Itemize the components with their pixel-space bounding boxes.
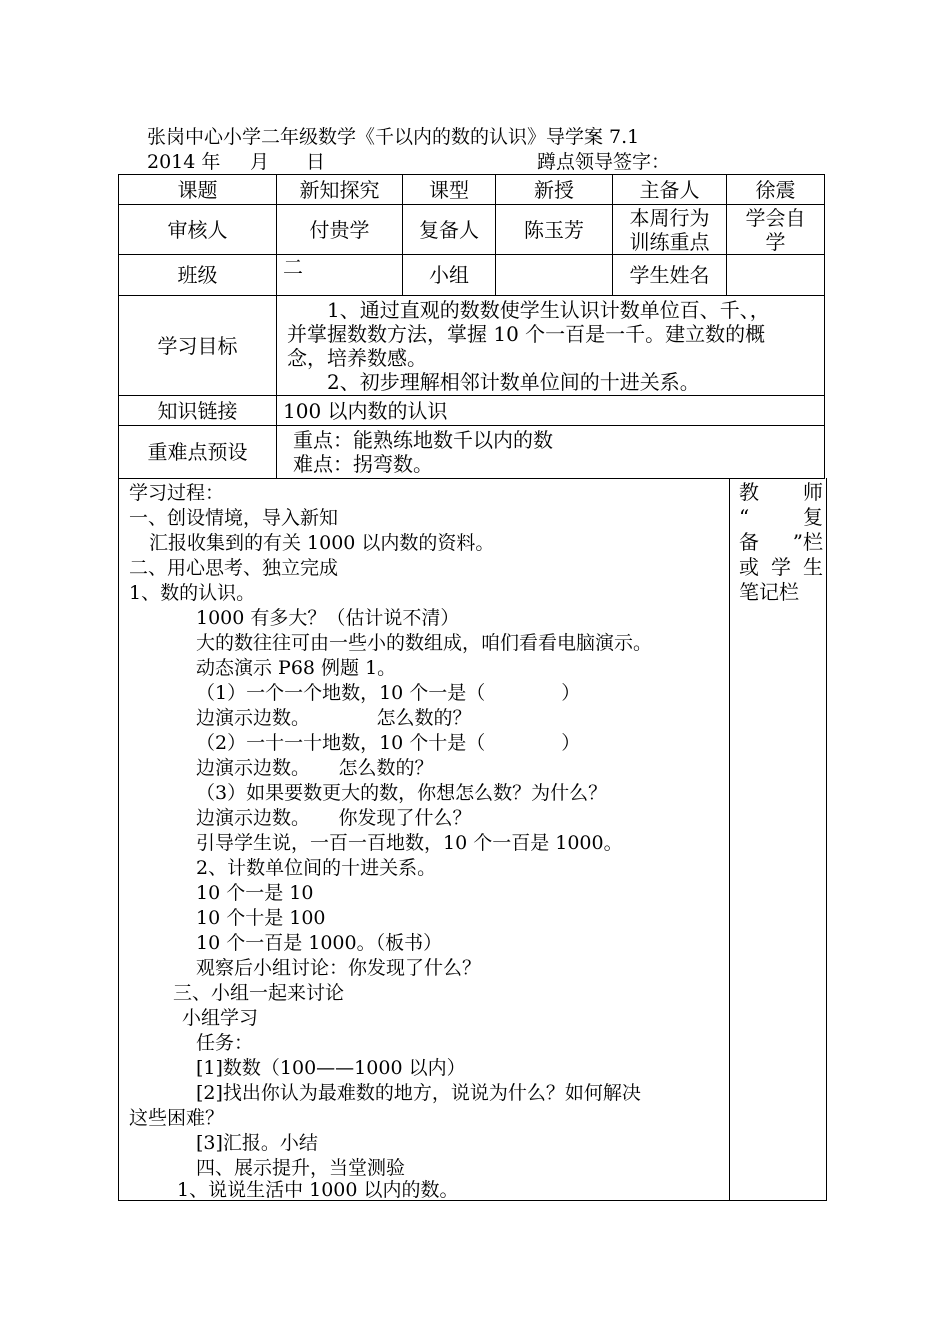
cell-link-value: 100 以内数的认识 [277,396,825,426]
process-line: 四、展示提升，当堂测验 [196,1157,406,1179]
process-line: [1]数数（100——1000 以内） [196,1057,466,1079]
process-line: （1）一个一个地数，10 个一是（ ） [196,682,581,704]
table-row [119,396,825,426]
process-section [118,478,827,1201]
process-line: 汇报收集到的有关 1000 以内数的资料。 [149,532,495,554]
goal-line-1: 1、通过直观的数数使学生认识计数单位百、千、， [327,297,770,322]
process-line: 1、数的认识。 [129,582,256,604]
cell-group-label: 小组 [403,255,496,296]
cell-weekly-focus-label [613,205,727,255]
process-line: 大的数往往可由一些小的数组成，咱们看看电脑演示。 [196,632,653,654]
process-line: 10 个一百是 1000。（板书） [196,932,443,954]
goal-line-4: 2、初步理解相邻计数单位间的十进关系。 [327,369,700,394]
process-line: 观察后小组讨论：你发现了什么？ [196,957,482,979]
cell-author-value: 徐震 [727,175,825,205]
key-line-2: 难点：拐弯数。 [293,452,433,476]
date-day: 日 [306,151,326,173]
process-line: [3]汇报。小结 [196,1132,318,1154]
process-line: 边演示边数。 怎么数的？ [196,707,472,729]
process-line: 边演示边数。 你发现了什么？ [196,807,472,829]
cell-type-value: 新授 [496,175,613,205]
weekly-focus-line-1: 本周行为 [629,205,710,230]
process-line: 动态演示 P68 例题 1。 [196,657,397,679]
process-line: 边演示边数。 怎么数的？ [196,757,434,779]
key-line-1: 重点：能熟练地数千以内的数 [293,428,553,452]
process-line: 引导学生说，一百一百地数，10 个一百是 1000。 [196,832,623,854]
cell-author-label: 主备人 [613,175,727,205]
column-divider [729,478,730,1200]
process-line: 1、说说生活中 1000 以内的数。 [177,1179,459,1201]
cell-class-label: 班级 [119,255,277,296]
cell-goal-value [277,296,825,396]
note-row: “ 复 [739,505,823,529]
cell-key-value [277,426,825,479]
cell-weekly-focus-value [727,205,825,255]
note-row: 或 学 生 [739,555,823,579]
cell-group-value [496,255,613,296]
info-table [118,174,825,479]
cell-reviewer-label: 审核人 [119,205,277,255]
note-row: 备 ”栏 [739,530,823,554]
leader-sign-label: 蹲点领导签字： [537,151,671,173]
cell-topic-label: 课题 [119,175,277,205]
cell-student-name-label: 学生姓名 [613,255,727,296]
cell-coauthor-value: 陈玉芳 [496,205,613,255]
cell-topic-value: 新知探究 [277,175,403,205]
cell-student-name-value [727,255,825,296]
teacher-notes-column [739,480,823,605]
cell-goal-label: 学习目标 [119,296,277,396]
process-line: 10 个十是 100 [196,907,326,929]
date-month: 月 [250,151,270,173]
process-line: 2、计数单位间的十进关系。 [196,857,437,879]
process-line: 一、创设情境，导入新知 [129,507,339,529]
process-line: 学习过程： [129,482,225,504]
note-row: 教 师 [739,480,823,504]
cell-coauthor-label: 复备人 [403,205,496,255]
process-line: [2]找出你认为最难数的地方，说说为什么？如何解决 [196,1082,641,1104]
process-line: 二、用心思考、独立完成 [129,557,339,579]
process-line: （2）一十一十地数，10 个十是（ ） [196,732,581,754]
date-year: 2014 年 [147,151,221,173]
cell-link-label: 知识链接 [119,396,277,426]
process-line: 任务： [196,1032,254,1054]
cell-type-label: 课型 [403,175,496,205]
table-row [119,255,825,296]
process-line: （3）如果要数更大的数，你想怎么数？为什么？ [196,782,608,804]
table-row [119,205,825,255]
goal-line-3: 念，培养数感。 [287,345,427,370]
table-row [119,175,825,205]
process-line: 小组学习 [182,1007,259,1029]
cell-reviewer-value: 付贵学 [277,205,403,255]
page-title: 张岗中心小学二年级数学《千以内的数的认识》导学案 7.1 [147,126,640,148]
process-line: 10 个一是 10 [196,882,314,904]
weekly-focus-value-line-2: 学 [765,229,786,254]
goal-line-2: 并掌握数数方法，掌握 10 个一百是一千。建立数的概 [287,321,766,346]
weekly-focus-value-line-1: 学会自 [745,205,806,230]
process-line: 三、小组一起来讨论 [173,982,345,1004]
weekly-focus-line-2: 训练重点 [629,229,710,254]
cell-key-label: 重难点预设 [119,426,277,479]
process-line: 1000 有多大？（估计说不清） [196,607,460,629]
table-row [119,426,825,479]
process-line: 这些困难？ [129,1107,225,1129]
table-row [119,296,825,396]
cell-class-value: 二 [277,255,403,296]
note-row: 笔记栏 [739,580,799,604]
